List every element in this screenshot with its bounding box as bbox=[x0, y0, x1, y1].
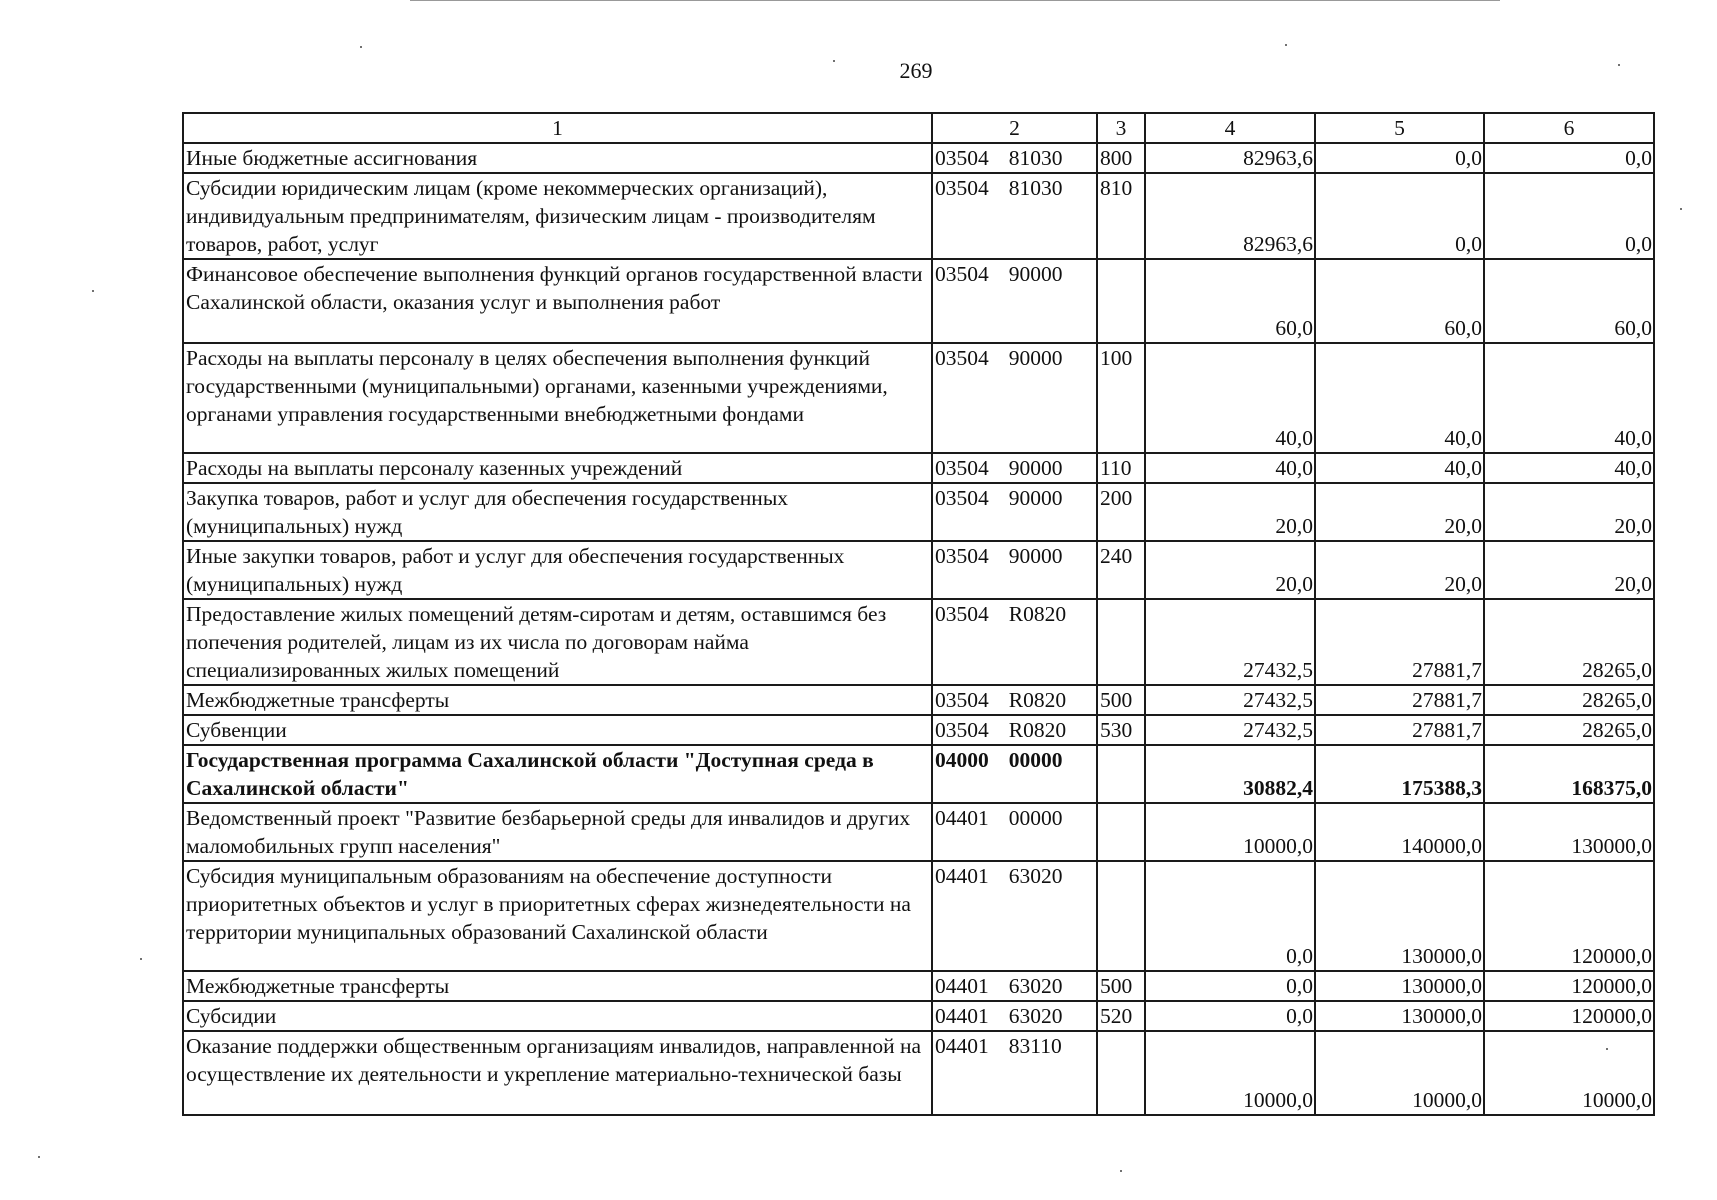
table-row bbox=[183, 803, 1654, 861]
row-code bbox=[932, 1001, 1097, 1031]
program-code: 03504 bbox=[935, 688, 989, 712]
amount-col-6: 120000,0 bbox=[1484, 1001, 1654, 1031]
table-row bbox=[183, 599, 1654, 685]
amount-col-4: 82963,6 bbox=[1145, 173, 1315, 259]
scan-speck bbox=[1606, 1048, 1608, 1050]
amount-col-6: 120000,0 bbox=[1484, 971, 1654, 1001]
amount-col-5: 175388,3 bbox=[1315, 745, 1484, 803]
row-code bbox=[932, 259, 1097, 343]
row-name: Межбюджетные трансферты bbox=[183, 971, 932, 1001]
amount-col-5: 60,0 bbox=[1315, 259, 1484, 343]
program-code: 04401 bbox=[935, 974, 989, 998]
amount-col-5: 0,0 bbox=[1315, 143, 1484, 173]
amount-col-4: 10000,0 bbox=[1145, 1031, 1315, 1115]
direction-code: 90000 bbox=[1008, 486, 1063, 510]
amount-col-6: 28265,0 bbox=[1484, 715, 1654, 745]
scan-speck bbox=[360, 46, 362, 48]
direction-code: 63020 bbox=[1008, 1004, 1063, 1028]
table-row bbox=[183, 541, 1654, 599]
direction-code: 90000 bbox=[1008, 456, 1063, 480]
scan-speck bbox=[140, 958, 142, 960]
direction-code: 90000 bbox=[1008, 346, 1063, 370]
row-name: Субвенции bbox=[183, 715, 932, 745]
row-name: Финансовое обеспечение выполнения функций органов государственной власти Сахалинской области, оказания услуг и выполнения работ bbox=[183, 259, 932, 343]
table-row bbox=[183, 715, 1654, 745]
scan-speck bbox=[92, 290, 94, 292]
header-col-2: 2 bbox=[932, 113, 1097, 143]
amount-col-5: 27881,7 bbox=[1315, 599, 1484, 685]
row-name: Субсидия муниципальным образованиям на обеспечение доступности приоритетных объектов и услуг в приоритетных сферах жизнедеятельности на территории муниципальных образований Сахалинской области bbox=[183, 861, 932, 971]
row-code bbox=[932, 143, 1097, 173]
amount-col-5: 20,0 bbox=[1315, 541, 1484, 599]
header-col-3: 3 bbox=[1097, 113, 1145, 143]
amount-col-4: 0,0 bbox=[1145, 861, 1315, 971]
row-name: Оказание поддержки общественным организациям инвалидов, направленной на осуществление их деятельности и укрепление материально-технической базы bbox=[183, 1031, 932, 1115]
table-row bbox=[183, 971, 1654, 1001]
amount-col-5: 40,0 bbox=[1315, 453, 1484, 483]
scan-speck bbox=[833, 60, 835, 62]
scan-speck bbox=[1680, 208, 1682, 210]
row-name: Ведомственный проект "Развитие безбарьерной среды для инвалидов и других маломобильных групп населения" bbox=[183, 803, 932, 861]
program-code: 03504 bbox=[935, 544, 989, 568]
row-name: Субсидии bbox=[183, 1001, 932, 1031]
expense-type-code bbox=[1097, 803, 1145, 861]
expense-type-code: 240 bbox=[1097, 541, 1145, 599]
expense-type-code bbox=[1097, 861, 1145, 971]
table-row bbox=[183, 861, 1654, 971]
expense-type-code: 500 bbox=[1097, 685, 1145, 715]
amount-col-6: 10000,0 bbox=[1484, 1031, 1654, 1115]
expense-type-code: 100 bbox=[1097, 343, 1145, 453]
row-name: Иные бюджетные ассигнования bbox=[183, 143, 932, 173]
table-row bbox=[183, 745, 1654, 803]
program-code: 04000 bbox=[935, 748, 989, 772]
expense-type-code: 810 bbox=[1097, 173, 1145, 259]
amount-col-6: 20,0 bbox=[1484, 541, 1654, 599]
amount-col-4: 27432,5 bbox=[1145, 599, 1315, 685]
amount-col-6: 20,0 bbox=[1484, 483, 1654, 541]
row-code bbox=[932, 483, 1097, 541]
table-row bbox=[183, 143, 1654, 173]
amount-col-6: 130000,0 bbox=[1484, 803, 1654, 861]
amount-col-5: 40,0 bbox=[1315, 343, 1484, 453]
header-row bbox=[183, 113, 1654, 143]
amount-col-6: 40,0 bbox=[1484, 453, 1654, 483]
table-row bbox=[183, 343, 1654, 453]
program-code: 03504 bbox=[935, 602, 989, 626]
amount-col-6: 120000,0 bbox=[1484, 861, 1654, 971]
amount-col-4: 20,0 bbox=[1145, 541, 1315, 599]
expense-type-code bbox=[1097, 259, 1145, 343]
row-code bbox=[932, 715, 1097, 745]
program-code: 03504 bbox=[935, 456, 989, 480]
row-code bbox=[932, 971, 1097, 1001]
direction-code: 81030 bbox=[1008, 146, 1063, 170]
expense-type-code: 110 bbox=[1097, 453, 1145, 483]
row-name: Расходы на выплаты персоналу казенных учреждений bbox=[183, 453, 932, 483]
program-code: 04401 bbox=[935, 864, 989, 888]
amount-col-5: 130000,0 bbox=[1315, 971, 1484, 1001]
amount-col-4: 0,0 bbox=[1145, 971, 1315, 1001]
row-name: Субсидии юридическим лицам (кроме некоммерческих организаций), индивидуальным предпринимателям, физическим лицам - производителям товаров, работ, услуг bbox=[183, 173, 932, 259]
scan-speck bbox=[1285, 44, 1287, 46]
table-row bbox=[183, 1031, 1654, 1115]
scan-speck bbox=[1120, 1170, 1122, 1172]
amount-col-6: 40,0 bbox=[1484, 343, 1654, 453]
amount-col-5: 27881,7 bbox=[1315, 685, 1484, 715]
amount-col-5: 130000,0 bbox=[1315, 861, 1484, 971]
program-code: 03504 bbox=[935, 262, 989, 286]
direction-code: R0820 bbox=[1008, 718, 1067, 742]
program-code: 03504 bbox=[935, 346, 989, 370]
amount-col-6: 28265,0 bbox=[1484, 599, 1654, 685]
table-header bbox=[183, 113, 1654, 143]
expense-type-code: 800 bbox=[1097, 143, 1145, 173]
row-code bbox=[932, 803, 1097, 861]
amount-col-6: 0,0 bbox=[1484, 143, 1654, 173]
direction-code: 00000 bbox=[1008, 806, 1063, 830]
row-code bbox=[932, 861, 1097, 971]
amount-col-6: 28265,0 bbox=[1484, 685, 1654, 715]
row-code bbox=[932, 599, 1097, 685]
direction-code: R0820 bbox=[1008, 602, 1067, 626]
amount-col-5: 140000,0 bbox=[1315, 803, 1484, 861]
expense-type-code: 200 bbox=[1097, 483, 1145, 541]
amount-col-4: 10000,0 bbox=[1145, 803, 1315, 861]
row-name: Предоставление жилых помещений детям-сиротам и детям, оставшимся без попечения родителей, лицам из их числа по договорам найма специализированных жилых помещений bbox=[183, 599, 932, 685]
row-name: Межбюджетные трансферты bbox=[183, 685, 932, 715]
program-code: 03504 bbox=[935, 486, 989, 510]
amount-col-4: 27432,5 bbox=[1145, 715, 1315, 745]
row-name: Расходы на выплаты персоналу в целях обеспечения выполнения функций государственными (муниципальными) органами, казенными учреждениями, органами управления государственными внебюджетными фондами bbox=[183, 343, 932, 453]
amount-col-6: 60,0 bbox=[1484, 259, 1654, 343]
row-name: Закупка товаров, работ и услуг для обеспечения государственных (муниципальных) нужд bbox=[183, 483, 932, 541]
row-code bbox=[932, 541, 1097, 599]
direction-code: 63020 bbox=[1008, 864, 1063, 888]
amount-col-5: 0,0 bbox=[1315, 173, 1484, 259]
scan-edge-line bbox=[410, 0, 1500, 1]
amount-col-5: 27881,7 bbox=[1315, 715, 1484, 745]
row-code bbox=[932, 685, 1097, 715]
amount-col-6: 168375,0 bbox=[1484, 745, 1654, 803]
program-code: 04401 bbox=[935, 806, 989, 830]
row-code bbox=[932, 745, 1097, 803]
program-code: 03504 bbox=[935, 176, 989, 200]
table-row bbox=[183, 453, 1654, 483]
expense-type-code: 500 bbox=[1097, 971, 1145, 1001]
amount-col-4: 30882,4 bbox=[1145, 745, 1315, 803]
table-row bbox=[183, 685, 1654, 715]
amount-col-5: 20,0 bbox=[1315, 483, 1484, 541]
header-col-5: 5 bbox=[1315, 113, 1484, 143]
amount-col-5: 10000,0 bbox=[1315, 1031, 1484, 1115]
amount-col-4: 40,0 bbox=[1145, 343, 1315, 453]
expense-type-code bbox=[1097, 599, 1145, 685]
direction-code: 00000 bbox=[1008, 748, 1063, 772]
page-number: 269 bbox=[899, 58, 933, 83]
amount-col-4: 40,0 bbox=[1145, 453, 1315, 483]
budget-table bbox=[182, 112, 1655, 1116]
expense-type-code: 530 bbox=[1097, 715, 1145, 745]
amount-col-4: 60,0 bbox=[1145, 259, 1315, 343]
program-code: 04401 bbox=[935, 1034, 989, 1058]
program-code: 04401 bbox=[935, 1004, 989, 1028]
row-name: Государственная программа Сахалинской области "Доступная среда в Сахалинской области" bbox=[183, 745, 932, 803]
scan-speck bbox=[38, 1156, 40, 1158]
row-name: Иные закупки товаров, работ и услуг для обеспечения государственных (муниципальных) нужд bbox=[183, 541, 932, 599]
expense-type-code bbox=[1097, 745, 1145, 803]
amount-col-4: 27432,5 bbox=[1145, 685, 1315, 715]
direction-code: R0820 bbox=[1008, 688, 1067, 712]
amount-col-5: 130000,0 bbox=[1315, 1001, 1484, 1031]
row-code bbox=[932, 343, 1097, 453]
amount-col-4: 82963,6 bbox=[1145, 143, 1315, 173]
direction-code: 63020 bbox=[1008, 974, 1063, 998]
direction-code: 90000 bbox=[1008, 544, 1063, 568]
table-body bbox=[183, 143, 1654, 1115]
direction-code: 90000 bbox=[1008, 262, 1063, 286]
header-col-4: 4 bbox=[1145, 113, 1315, 143]
scan-speck bbox=[1618, 64, 1620, 66]
expense-type-code bbox=[1097, 1031, 1145, 1115]
expense-type-code: 520 bbox=[1097, 1001, 1145, 1031]
header-col-6: 6 bbox=[1484, 113, 1654, 143]
table-row bbox=[183, 259, 1654, 343]
row-code bbox=[932, 453, 1097, 483]
header-col-1: 1 bbox=[183, 113, 932, 143]
amount-col-6: 0,0 bbox=[1484, 173, 1654, 259]
table-row bbox=[183, 1001, 1654, 1031]
table-row bbox=[183, 483, 1654, 541]
amount-col-4: 0,0 bbox=[1145, 1001, 1315, 1031]
direction-code: 83110 bbox=[1008, 1034, 1062, 1058]
direction-code: 81030 bbox=[1008, 176, 1063, 200]
program-code: 03504 bbox=[935, 146, 989, 170]
program-code: 03504 bbox=[935, 718, 989, 742]
table-row bbox=[183, 173, 1654, 259]
row-code bbox=[932, 1031, 1097, 1115]
amount-col-4: 20,0 bbox=[1145, 483, 1315, 541]
row-code bbox=[932, 173, 1097, 259]
